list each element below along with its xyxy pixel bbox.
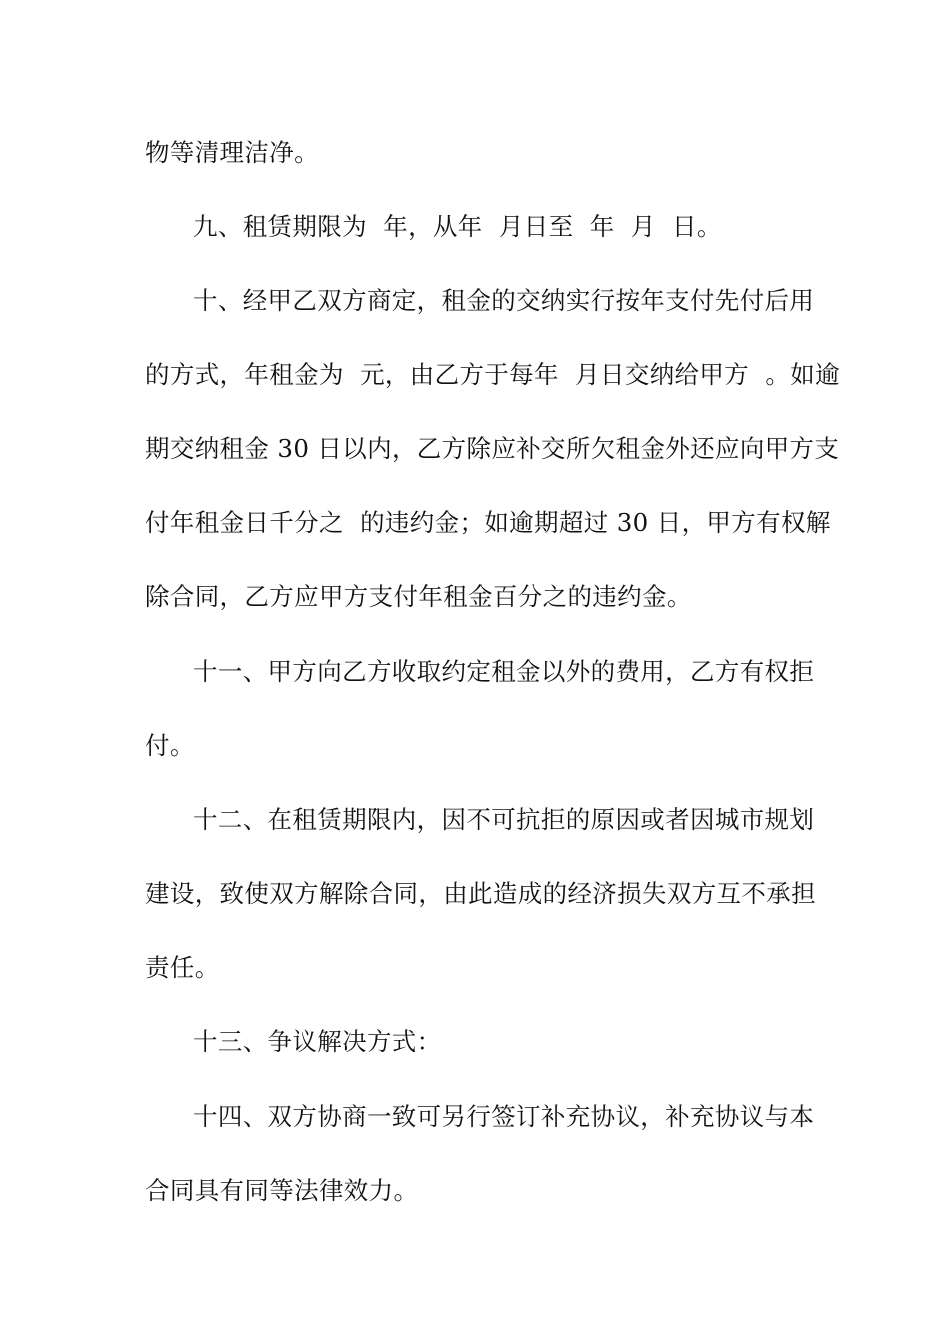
text-line-1: 物等清理洁净。 — [145, 138, 319, 167]
clause-10-line-5: 除合同，乙方应甲方支付年租金百分之的违约金。 — [145, 582, 692, 611]
clause-10-line-4: 付年租金日千分之 的违约金；如逾期超过 30 日，甲方有权解 — [145, 508, 831, 537]
clause-10-line-2: 的方式，年租金为 元，由乙方于每年 月日交纳给甲方 。如逾 — [145, 360, 840, 389]
clause-14-line-1: 十四、双方协商一致可另行签订补充协议，补充协议与本 — [193, 1102, 815, 1131]
clause-12-line-1: 十二、在租赁期限内，因不可抗拒的原因或者因城市规划 — [193, 805, 815, 834]
clause-9-line: 九、租赁期限为 年，从年 月日至 年 月 日。 — [193, 212, 722, 241]
clause-10-line-1: 十、经甲乙双方商定，租金的交纳实行按年支付先付后用 — [193, 286, 815, 315]
clause-11-line-2: 付。 — [145, 731, 195, 760]
clause-11-line-1: 十一、甲方向乙方收取约定租金以外的费用，乙方有权拒 — [193, 657, 815, 686]
clause-12-line-2: 建设，致使双方解除合同，由此造成的经济损失双方互不承担 — [145, 879, 816, 908]
clause-13-line: 十三、争议解决方式： — [193, 1027, 442, 1056]
clause-10-line-3: 期交纳租金 30 日以内，乙方除应补交所欠租金外还应向甲方支 — [145, 434, 840, 463]
clause-12-line-3: 责任。 — [145, 953, 220, 982]
clause-14-line-2: 合同具有同等法律效力。 — [145, 1176, 419, 1205]
